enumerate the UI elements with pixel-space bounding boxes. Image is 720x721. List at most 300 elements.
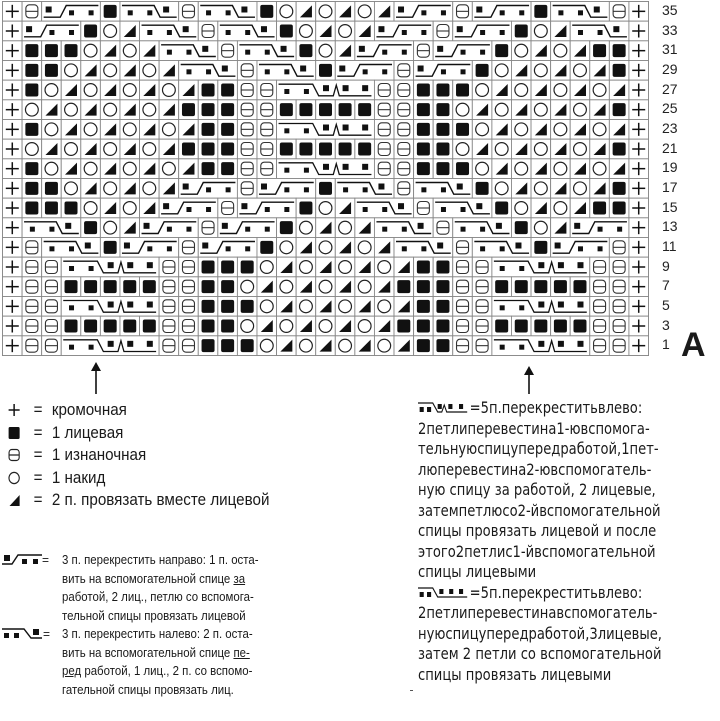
legend-item-cable-5b: = 5п.перекреститьвлево: <box>418 583 664 604</box>
purl-stitch <box>394 139 414 159</box>
row-number: 19 <box>662 159 678 176</box>
yarn-over <box>551 159 571 179</box>
purl-stitch <box>42 297 62 317</box>
left-cross-3 <box>22 218 81 238</box>
yarn-over <box>551 41 571 61</box>
k2tog <box>277 336 297 356</box>
k2tog <box>120 61 140 81</box>
purl-stitch <box>198 21 218 41</box>
left-cross-3 <box>570 21 629 41</box>
k2tog <box>81 61 101 81</box>
k2tog <box>609 159 629 179</box>
cable-5b-icon <box>418 586 469 600</box>
yarn-over <box>42 80 62 100</box>
knit-stitch <box>433 139 453 159</box>
purl-stitch <box>453 336 473 356</box>
left-arrow <box>90 362 102 394</box>
purl-stitch <box>22 336 42 356</box>
knit-stitch <box>355 139 375 159</box>
yarn-over <box>590 159 610 179</box>
purl-stitch <box>42 336 62 356</box>
left-cross-3 <box>42 238 101 258</box>
yarn-over <box>100 139 120 159</box>
row-number: 5 <box>662 296 670 313</box>
legend-item-purl <box>4 444 269 467</box>
k2tog <box>120 21 140 41</box>
edge-stitch <box>629 80 649 100</box>
edge-stitch <box>3 159 23 179</box>
knit-stitch <box>296 100 316 120</box>
yarn-over <box>140 100 160 120</box>
purl-stitch <box>609 257 629 277</box>
yarn-over <box>277 2 297 22</box>
knit-stitch <box>218 297 238 317</box>
row-number: 13 <box>662 218 678 235</box>
k2tog <box>394 297 414 317</box>
knit-stitch <box>433 336 453 356</box>
edge-stitch <box>629 159 649 179</box>
edge-stitch <box>629 2 649 22</box>
k2tog <box>335 41 355 61</box>
right-cross-3 <box>22 21 81 41</box>
yarn-over <box>159 120 179 140</box>
right-cross-3 <box>374 21 433 41</box>
knit-stitch-icon <box>4 426 24 440</box>
k2tog <box>179 159 199 179</box>
k2tog <box>531 198 551 218</box>
purl-stitch <box>609 238 629 258</box>
k2tog-icon <box>4 493 24 507</box>
knit-stitch <box>198 80 218 100</box>
knit-stitch <box>22 198 42 218</box>
knit-stitch <box>198 277 218 297</box>
knit-stitch <box>42 61 62 81</box>
k2tog <box>531 80 551 100</box>
purl-stitch <box>179 336 199 356</box>
yarn-over <box>296 21 316 41</box>
knit-stitch <box>81 21 101 41</box>
yarn-over <box>335 297 355 317</box>
yarn-over <box>81 41 101 61</box>
knit-stitch <box>414 257 434 277</box>
knit-stitch <box>81 316 101 336</box>
edge-stitch <box>3 2 23 22</box>
knit-stitch <box>198 100 218 120</box>
edge-stitch <box>629 61 649 81</box>
knit-stitch <box>492 277 512 297</box>
knit-stitch <box>140 316 160 336</box>
k2tog <box>374 316 394 336</box>
legend-cables <box>2 551 312 699</box>
cable-5a <box>277 159 375 179</box>
k2tog <box>511 61 531 81</box>
edge-stitch <box>629 257 649 277</box>
purl-stitch <box>257 80 277 100</box>
edge-stitch <box>3 41 23 61</box>
yarn-over <box>590 120 610 140</box>
knit-stitch <box>316 100 336 120</box>
right-cross-3-icon <box>2 553 52 567</box>
k2tog <box>511 100 531 120</box>
yarn-over <box>531 21 551 41</box>
left-cross-3 <box>472 238 531 258</box>
left-cross-3 <box>394 238 453 258</box>
knit-stitch <box>61 277 81 297</box>
left-cross-3 <box>218 21 277 41</box>
k2tog <box>355 297 375 317</box>
yarn-over <box>120 80 140 100</box>
yarn-over <box>237 277 257 297</box>
knit-stitch <box>414 159 434 179</box>
k2tog <box>159 61 179 81</box>
edge-stitch <box>3 316 23 336</box>
purl-stitch <box>453 316 473 336</box>
knit-stitch <box>22 179 42 199</box>
knit-stitch <box>531 316 551 336</box>
k2tog <box>277 257 297 277</box>
knit-stitch <box>277 218 297 238</box>
knit-stitch <box>296 198 316 218</box>
k2tog <box>531 159 551 179</box>
purl-stitch <box>590 316 610 336</box>
k2tog <box>492 80 512 100</box>
purl-stitch <box>159 336 179 356</box>
yarn-over <box>590 80 610 100</box>
k2tog <box>316 21 336 41</box>
yarn-over <box>61 179 81 199</box>
k2tog <box>61 159 81 179</box>
edge-stitch <box>629 179 649 199</box>
k2tog <box>296 238 316 258</box>
k2tog <box>394 336 414 356</box>
k2tog <box>61 80 81 100</box>
purl-stitch <box>472 277 492 297</box>
yarn-over <box>551 120 571 140</box>
knit-stitch <box>198 297 218 317</box>
left-cross-3 <box>374 218 433 238</box>
legend-5st-cables: = 5п.перекреститьвлево: 2петлиперевестина1-ювспомога- тельнуюспицупередработой,1пет- люперевестина2-ювспомогатель- ную спицу за работой, 2 лицевые, затемпетлюсо2-йвспомогательной спицы провязать лицевой и после этого2петлис1-йвспомогательной спицы лицевыми = 5п.перекреститьвлево: 2петлиперевестинавспомогатель- нуюспицупередработой,3лицевые, затем 2 петли со вспомогательной спицы провязать лицевыми <box>418 398 718 685</box>
yarn-over <box>472 80 492 100</box>
knit-stitch <box>22 61 42 81</box>
knit-stitch <box>472 179 492 199</box>
yarn-over <box>570 61 590 81</box>
legend-item-k2tog <box>4 489 269 512</box>
knit-stitch <box>218 159 238 179</box>
k2tog <box>472 100 492 120</box>
k2tog <box>570 159 590 179</box>
legend-item-right-cross <box>2 551 312 625</box>
k2tog <box>42 100 62 120</box>
knit-stitch <box>100 277 120 297</box>
knit-stitch <box>198 159 218 179</box>
yarn-over <box>257 297 277 317</box>
yarn-over-icon <box>4 471 24 485</box>
yarn-over <box>453 100 473 120</box>
purl-stitch <box>433 21 453 41</box>
row-number: 23 <box>662 119 678 136</box>
purl-stitch <box>394 120 414 140</box>
legend-text-left-cross: 3 п. перекрестить налево: 2 п. оста- вить на вспомогательной спице пе- ред работой, 1 лиц., 2 п. со вспомо- гательной спицы провязать лиц. <box>62 626 253 697</box>
k2tog <box>140 120 160 140</box>
k2tog <box>81 139 101 159</box>
knit-stitch <box>257 238 277 258</box>
edge-stitch <box>629 238 649 258</box>
purl-stitch <box>394 100 414 120</box>
purl-stitch <box>453 297 473 317</box>
edge-stitch <box>629 139 649 159</box>
purl-stitch <box>159 257 179 277</box>
yarn-over <box>140 61 160 81</box>
yarn-over <box>551 80 571 100</box>
knit-stitch <box>414 316 434 336</box>
purl-stitch <box>257 100 277 120</box>
k2tog <box>120 179 140 199</box>
yarn-over <box>277 277 297 297</box>
knit-stitch <box>433 159 453 179</box>
left-cross-3 <box>433 198 492 218</box>
knit-stitch <box>198 257 218 277</box>
row-number: 31 <box>662 41 678 58</box>
knit-stitch <box>218 120 238 140</box>
right-cross-3 <box>140 218 199 238</box>
yarn-over <box>551 198 571 218</box>
edge-stitch <box>3 297 23 317</box>
equals-sign: = <box>33 468 43 487</box>
cable-5a <box>492 257 590 277</box>
k2tog <box>335 2 355 22</box>
purl-stitch <box>374 120 394 140</box>
knit-stitch <box>609 179 629 199</box>
knit-stitch <box>198 120 218 140</box>
cable-5a <box>61 336 159 356</box>
knit-stitch <box>453 80 473 100</box>
k2tog <box>590 100 610 120</box>
equals-sign: = <box>33 423 43 442</box>
purl-stitch <box>179 2 199 22</box>
purl-stitch <box>609 297 629 317</box>
cable-5a <box>61 297 159 317</box>
yarn-over <box>316 238 336 258</box>
yarn-over <box>277 316 297 336</box>
k2tog <box>316 297 336 317</box>
right-cross-3 <box>433 41 492 61</box>
purl-stitch <box>257 120 277 140</box>
purl-stitch <box>198 218 218 238</box>
knit-stitch <box>433 277 453 297</box>
knit-stitch <box>355 100 375 120</box>
yarn-over <box>316 316 336 336</box>
k2tog <box>296 277 316 297</box>
left-cross-3 <box>335 179 394 199</box>
knit-stitch <box>433 316 453 336</box>
yarn-over <box>316 198 336 218</box>
knit-stitch <box>316 139 336 159</box>
right-cross-3 <box>218 218 277 238</box>
row-number: 9 <box>662 257 670 274</box>
yarn-over <box>472 159 492 179</box>
knit-stitch <box>218 277 238 297</box>
purl-stitch <box>394 179 414 199</box>
left-cross-3 <box>257 61 316 81</box>
legend-item-cable-5a: = 5п.перекреститьвлево: <box>418 398 664 419</box>
knit-stitch <box>198 336 218 356</box>
yarn-over <box>296 297 316 317</box>
edge-stitch <box>629 120 649 140</box>
knit-stitch <box>277 100 297 120</box>
row-number: 1 <box>662 336 670 353</box>
k2tog <box>609 80 629 100</box>
yarn-over <box>159 159 179 179</box>
yarn-over <box>61 139 81 159</box>
knit-stitch <box>414 336 434 356</box>
yarn-over <box>296 218 316 238</box>
k2tog <box>551 21 571 41</box>
knit-stitch <box>551 277 571 297</box>
cable-5a <box>277 80 375 100</box>
right-cross-3 <box>570 218 629 238</box>
k2tog <box>394 257 414 277</box>
yarn-over <box>492 61 512 81</box>
purl-stitch <box>472 336 492 356</box>
purl-stitch <box>22 277 42 297</box>
edge-stitch <box>629 100 649 120</box>
purl-stitch <box>590 297 610 317</box>
knit-stitch <box>414 297 434 317</box>
knit-stitch <box>590 198 610 218</box>
knit-stitch <box>433 80 453 100</box>
knit-stitch <box>277 139 297 159</box>
edge-stitch <box>3 120 23 140</box>
purl-stitch <box>22 257 42 277</box>
knit-stitch <box>22 159 42 179</box>
purl-stitch <box>42 257 62 277</box>
edge-stitch <box>3 218 23 238</box>
left-cross-3 <box>414 179 473 199</box>
k2tog <box>61 120 81 140</box>
row-number: 17 <box>662 178 678 195</box>
k2tog <box>42 139 62 159</box>
yarn-over <box>100 21 120 41</box>
purl-stitch <box>159 297 179 317</box>
k2tog <box>100 80 120 100</box>
yarn-over <box>120 41 140 61</box>
row-number: 15 <box>662 198 678 215</box>
k2tog <box>296 2 316 22</box>
purl-stitch <box>179 277 199 297</box>
knit-stitch <box>120 277 140 297</box>
right-cross-3 <box>120 238 179 258</box>
knit-stitch <box>296 41 316 61</box>
legend-item-left-cross <box>2 625 312 699</box>
knit-stitch <box>100 238 120 258</box>
purl-stitch-icon <box>4 448 24 462</box>
yarn-over <box>570 100 590 120</box>
k2tog <box>492 159 512 179</box>
knit-stitch <box>61 316 81 336</box>
yarn-over <box>316 277 336 297</box>
purl-stitch <box>453 277 473 297</box>
purl-stitch <box>179 316 199 336</box>
knit-stitch <box>531 277 551 297</box>
knit-stitch <box>218 316 238 336</box>
left-cross-3 <box>159 41 218 61</box>
knit-stitch <box>100 2 120 22</box>
cable-5a-icon <box>418 401 469 415</box>
knit-stitch <box>609 139 629 159</box>
knit-stitch <box>414 277 434 297</box>
knit-stitch <box>42 198 62 218</box>
purl-stitch <box>394 159 414 179</box>
yarn-over <box>42 120 62 140</box>
k2tog <box>335 238 355 258</box>
k2tog <box>81 179 101 199</box>
k2tog <box>100 198 120 218</box>
k2tog <box>257 277 277 297</box>
row-number: 25 <box>662 100 678 117</box>
yarn-over <box>61 100 81 120</box>
knit-stitch <box>335 100 355 120</box>
yarn-over <box>140 179 160 199</box>
left-cross-3 <box>355 198 414 218</box>
yarn-over <box>100 61 120 81</box>
knit-stitch <box>257 2 277 22</box>
k2tog <box>316 257 336 277</box>
edge-stitch <box>629 198 649 218</box>
yarn-over <box>511 159 531 179</box>
left-cross-3 <box>237 41 296 61</box>
k2tog <box>492 120 512 140</box>
k2tog <box>374 277 394 297</box>
knit-stitch <box>218 80 238 100</box>
yarn-over <box>277 238 297 258</box>
purl-stitch <box>22 316 42 336</box>
yarn-over <box>22 100 42 120</box>
row-number: 29 <box>662 60 678 77</box>
purl-stitch <box>609 316 629 336</box>
purl-stitch <box>22 297 42 317</box>
legend-text: 2 п. провязать вместе лицевой <box>51 491 270 509</box>
k2tog <box>179 120 199 140</box>
k2tog <box>335 316 355 336</box>
legend-item-knit <box>4 422 269 445</box>
edge-stitch <box>3 80 23 100</box>
k2tog <box>570 80 590 100</box>
knit-stitch <box>81 218 101 238</box>
k2tog <box>472 139 492 159</box>
legend-text: 1 лицевая <box>51 423 124 442</box>
knit-stitch <box>511 277 531 297</box>
k2tog <box>570 198 590 218</box>
knit-stitch <box>100 316 120 336</box>
yarn-over <box>511 80 531 100</box>
yarn-over <box>100 218 120 238</box>
k2tog <box>570 41 590 61</box>
purl-stitch <box>237 120 257 140</box>
legend-item-edge <box>4 399 269 422</box>
purl-stitch <box>414 41 434 61</box>
edge-stitch <box>3 198 23 218</box>
yarn-over <box>511 41 531 61</box>
yarn-over <box>531 218 551 238</box>
left-cross-3 <box>179 61 238 81</box>
knit-stitch <box>414 100 434 120</box>
knit-stitch <box>394 277 414 297</box>
edge-stitch <box>629 218 649 238</box>
row-number: 11 <box>662 237 677 254</box>
purl-stitch <box>414 198 434 218</box>
knit-stitch <box>511 316 531 336</box>
purl-stitch <box>22 238 42 258</box>
